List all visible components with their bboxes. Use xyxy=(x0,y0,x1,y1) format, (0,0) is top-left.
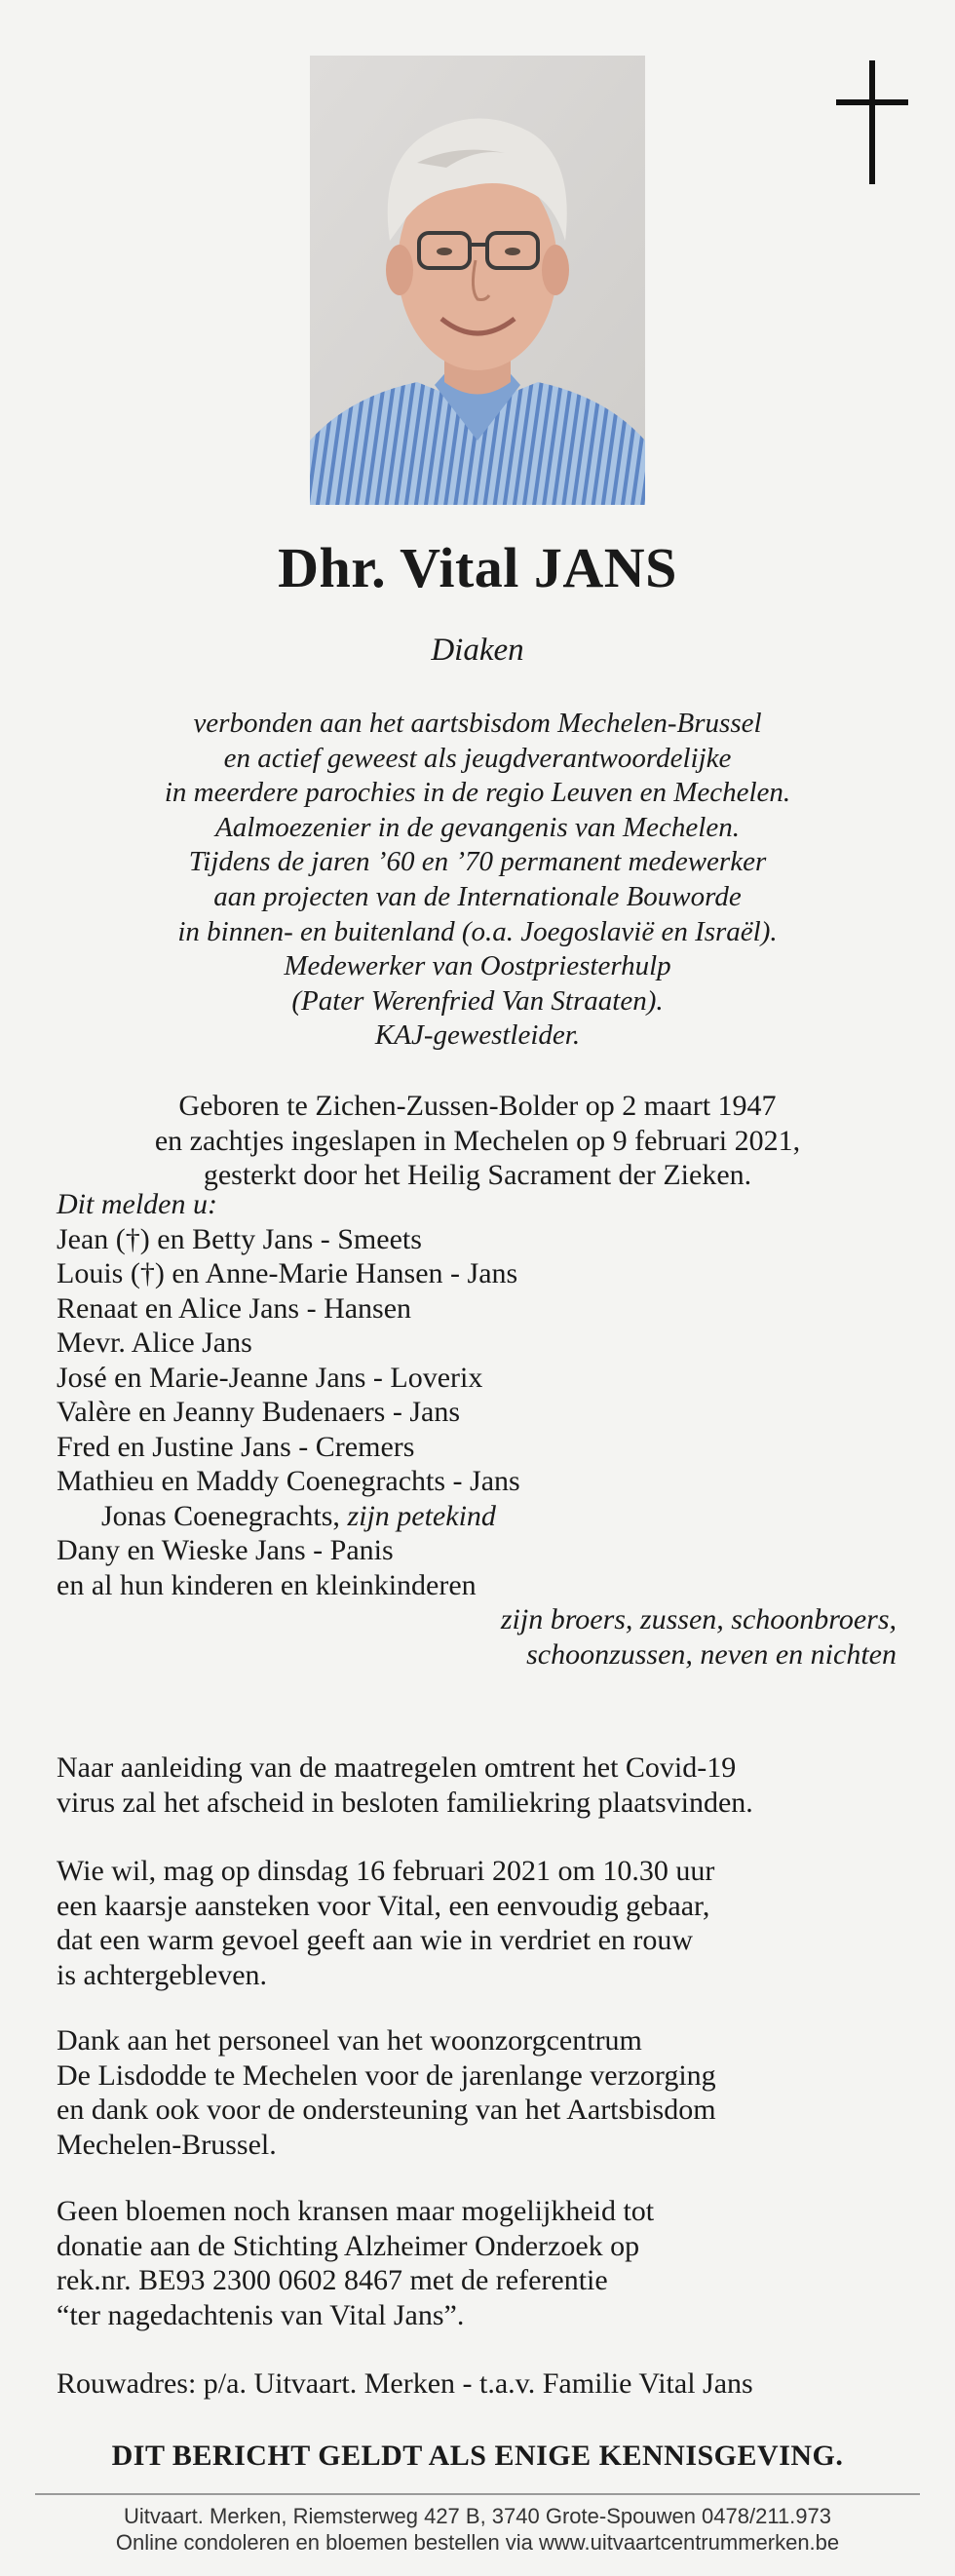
bio-line: in meerdere parochies in de regio Leuven en Mechelen. xyxy=(164,777,791,809)
funeral-home-footer xyxy=(0,2503,955,2556)
latin-cross-icon xyxy=(836,60,908,184)
donation-line: donatie aan de Stichting Alzheimer Onderzoek op xyxy=(57,2229,640,2262)
candle-line: is achtergebleven. xyxy=(57,1958,268,1991)
candle-paragraph xyxy=(57,1854,914,1992)
bio-line: Aalmoezenier in de gevangenis van Mechelen. xyxy=(215,811,740,843)
bio-line: aan projecten van de Internationale Bouworde xyxy=(213,880,742,912)
bio-line: Medewerker van Oostpriesterhulp xyxy=(284,950,671,982)
deceased-name: Dhr. Vital JANS xyxy=(278,536,677,599)
donation-line: Geen bloemen noch kransen maar mogelijkheid tot xyxy=(57,2195,655,2227)
family-member: Jean (†) en Betty Jans - Smeets xyxy=(57,1222,422,1255)
covid-line: Naar aanleiding van de maatregelen omtrent het Covid-19 xyxy=(57,1751,737,1784)
footer-line: Uitvaart. Merken, Riemsterweg 427 B, 3740 Grote-Spouwen 0478/211.973 xyxy=(124,2504,831,2528)
born-line: Geboren te Zichen-Zussen-Bolder op 2 maart 1947 xyxy=(178,1090,777,1122)
footer-divider xyxy=(35,2493,920,2495)
family-member: Fred en Justine Jans - Cremers xyxy=(57,1430,415,1463)
thanks-paragraph xyxy=(57,2023,914,2162)
covid-notice xyxy=(57,1750,914,1820)
donation-line: rek.nr. BE93 2300 0602 8467 met de referentie xyxy=(57,2264,608,2297)
donation-paragraph xyxy=(57,2194,914,2332)
footer-line[interactable]: Online condoleren en bloemen bestellen via www.uitvaartcentrummerken.be xyxy=(115,2530,840,2555)
portrait-photo xyxy=(310,56,645,505)
bio-line: (Pater Werenfried Van Straaten). xyxy=(291,984,664,1017)
born-line: gesterkt door het Heilig Sacrament der Zieken. xyxy=(203,1159,752,1191)
deceased-title: Diaken xyxy=(431,633,524,668)
bio-line: in binnen- en buitenland (o.a. Joegoslavië en Israël). xyxy=(177,915,778,947)
godchild-line xyxy=(57,1499,914,1534)
family-intro: Dit melden u: xyxy=(57,1188,217,1220)
birth-death-details xyxy=(0,1089,955,1193)
family-member: Dany en Wieske Jans - Panis xyxy=(57,1534,394,1566)
biography xyxy=(0,707,955,1054)
candle-line: dat een warm gevoel geeft aan wie in verdriet en rouw xyxy=(57,1924,694,1957)
portrait-illustration xyxy=(310,56,645,505)
family-member: José en Marie-Jeanne Jans - Loverix xyxy=(57,1361,483,1394)
thanks-line: Mechelen-Brussel. xyxy=(57,2128,277,2161)
family-list xyxy=(57,1187,914,1672)
family-member: Mevr. Alice Jans xyxy=(57,1326,252,1359)
family-relation: zijn broers, zussen, schoonbroers, xyxy=(500,1603,897,1635)
family-children: en al hun kinderen en kleinkinderen xyxy=(57,1568,477,1601)
godchild-name: Jonas Coenegrachts, xyxy=(101,1499,340,1532)
thanks-line: Dank aan het personeel van het woonzorgcentrum xyxy=(57,2024,642,2057)
condolence-address xyxy=(57,2366,914,2402)
family-relation: schoonzussen, neven en nichten xyxy=(526,1637,897,1671)
candle-line: een kaarsje aansteken voor Vital, een eenvoudig gebaar, xyxy=(57,1889,710,1922)
bio-line: KAJ-gewestleider. xyxy=(374,1019,581,1052)
bio-line: en actief geweest als jeugdverantwoordelijke xyxy=(223,742,732,774)
family-member: Louis (†) en Anne-Marie Hansen - Jans xyxy=(57,1257,518,1289)
family-member: Mathieu en Maddy Coenegrachts - Jans xyxy=(57,1465,520,1497)
bio-line: Tijdens de jaren ’60 en ’70 permanent medewerker xyxy=(188,846,767,878)
candle-line: Wie wil, mag op dinsdag 16 februari 2021 om 10.30 uur xyxy=(57,1855,715,1887)
bio-line: verbonden aan het aartsbisdom Mechelen-Brussel xyxy=(193,708,762,739)
born-line: en zachtjes ingeslapen in Mechelen op 9 februari 2021, xyxy=(154,1124,801,1157)
covid-line: virus zal het afscheid in besloten familiekring plaatsvinden. xyxy=(57,1786,753,1819)
sole-notice: DIT BERICHT GELDT ALS ENIGE KENNISGEVING. xyxy=(111,2440,844,2472)
thanks-line: De Lisdodde te Mechelen voor de jarenlange verzorging xyxy=(57,2058,716,2092)
family-member: Valère en Jeanny Budenaers - Jans xyxy=(57,1396,461,1428)
godchild-role: zijn petekind xyxy=(347,1499,496,1532)
donation-line: “ter nagedachtenis van Vital Jans”. xyxy=(57,2298,465,2331)
family-member: Renaat en Alice Jans - Hansen xyxy=(57,1291,412,1325)
thanks-line: en dank ook voor de ondersteuning van het Aartsbisdom xyxy=(57,2094,716,2127)
address-line: Rouwadres: p/a. Uitvaart. Merken - t.a.v. Familie Vital Jans xyxy=(57,2367,753,2400)
